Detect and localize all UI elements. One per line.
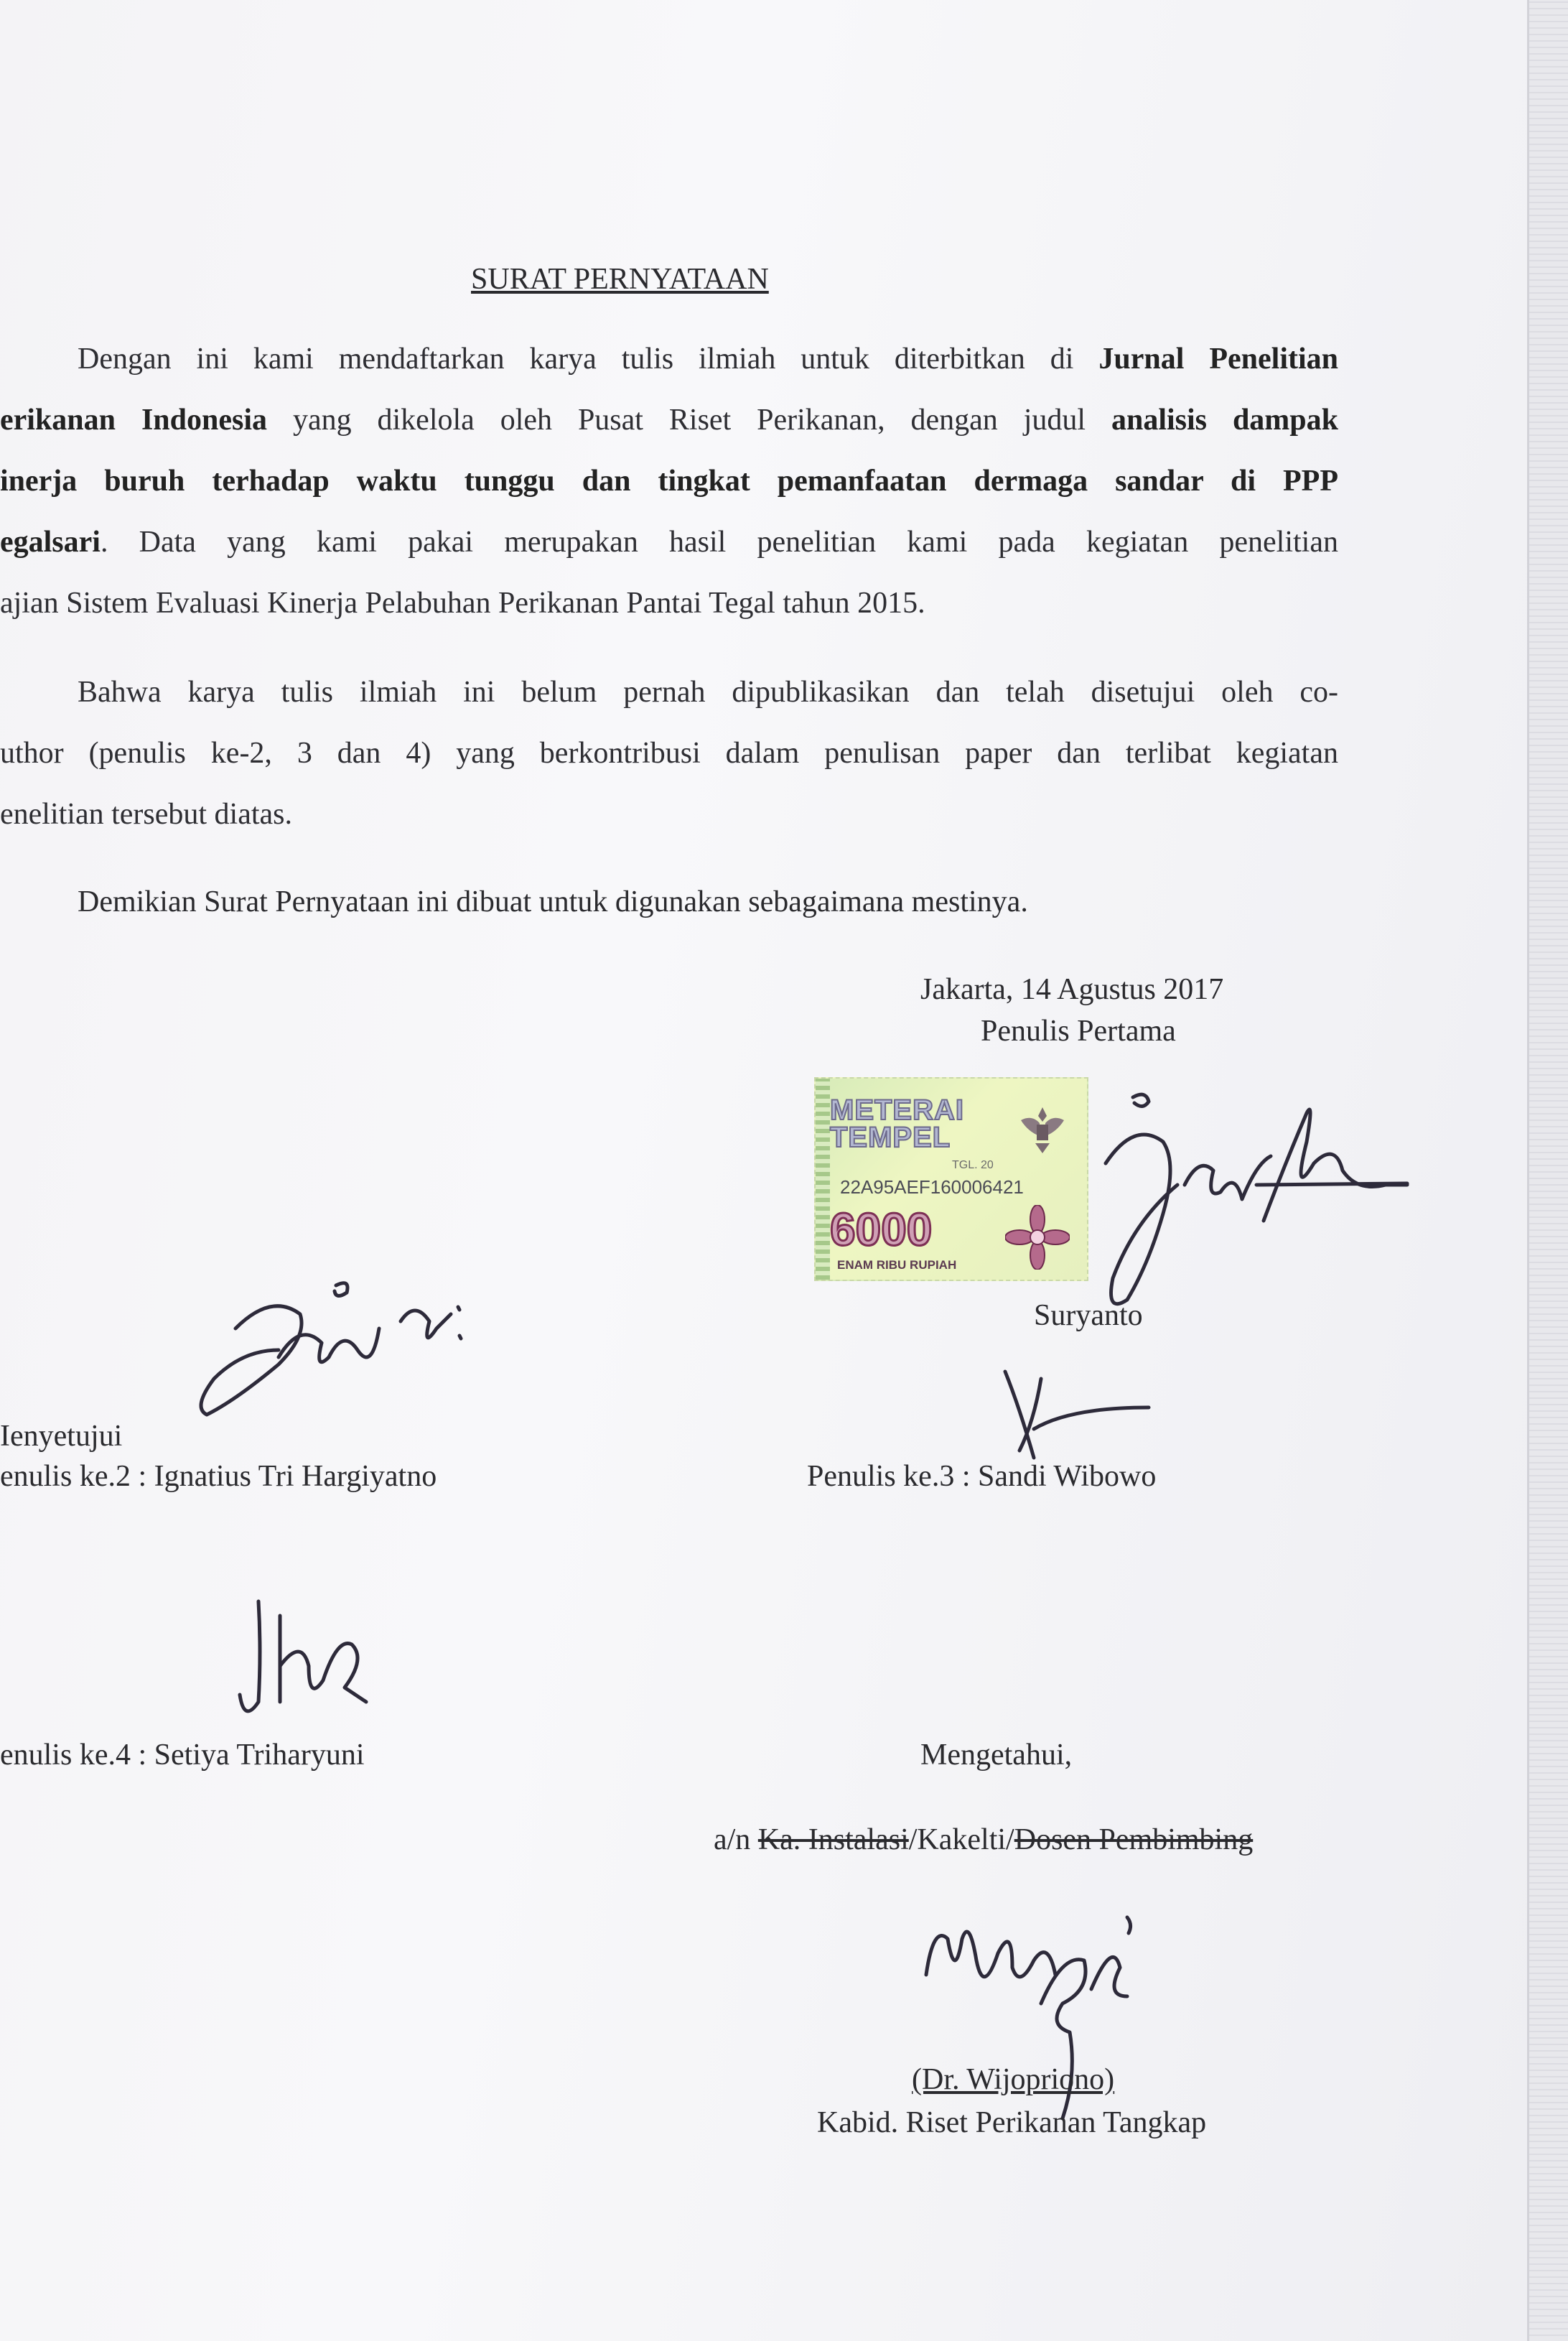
stamp-date-field: TGL. 20 [952,1159,994,1171]
stamp-value-words: ENAM RIBU RUPIAH [837,1258,957,1272]
paper-title-part3: egalsari [0,526,101,559]
stamp-flower-ornament-icon [1005,1205,1070,1270]
p2-line-1: Bahwa karya tulis ilmiah ini belum pernah dipublikasikan dan telah disetujui oleh co- [78,676,1338,709]
official-title: Kabid. Riset Perikanan Tangkap [817,2106,1207,2139]
journal-name-part2: erikanan Indonesia [0,404,268,437]
p1-line-4: egalsari. Data yang kami pakai merupakan hasil penelitian kami pada kegiatan penelitian [0,526,1338,559]
signature-author-4 [230,1594,388,1738]
struck-dosen-pembimbing: Dosen Pembimbing [1014,1823,1254,1856]
garuda-emblem-icon [1014,1100,1071,1158]
paragraph-registration [0,329,1338,634]
approve-label: Ienyetujui [0,1420,123,1453]
p2-line-2: uthor (penulis ke-2, 3 dan 4) yang berkontribusi dalam penulisan paper dan terlibat kegiatan [0,737,1338,770]
p1-line-2: erikanan Indonesia yang dikelola oleh Pusat Riset Perikanan, dengan judul analisis dampak [0,404,1339,437]
acknowledge-label: Mengetahui, [920,1739,1073,1772]
revenue-stamp [814,1077,1088,1281]
signature-author-2 [192,1271,480,1436]
paragraph-closing: Demikian Surat Pernyataan ini dibuat untuk digunakan sebagaimana mestinya. [78,885,1028,918]
stamp-security-stripe [816,1079,830,1280]
signature-first-author [1077,1077,1407,1314]
p1-line-1: Dengan ini kami mendaftarkan karya tulis ilmiah untuk diterbitkan di Jurnal Penelitian [78,343,1339,376]
stamp-text-tempel: TEMPEL [830,1122,951,1153]
on-behalf-of: a/n Ka. Instalasi/Kakelti/Dosen Pembimbing [714,1823,1254,1856]
paper-title-part2: inerja buruh terhadap waktu tunggu dan tingkat pemanfaatan dermaga sandar di PPP [0,465,1338,498]
author-4: enulis ke.4 : Setiya Triharyuni [0,1739,365,1772]
official-name: (Dr. Wijopriono) [912,2063,1115,2096]
p1-line-3 [0,451,1338,512]
p1-line-5: ajian Sistem Evaluasi Kinerja Pelabuhan Perikanan Pantai Tegal tahun 2015. [0,587,925,620]
struck-ka-instalasi: Ka. Instalasi [757,1823,909,1856]
author-3: Penulis ke.3 : Sandi Wibowo [807,1460,1157,1493]
p2-line-3: enelitian tersebut diatas. [0,798,293,831]
stamp-value: 6000 [830,1204,933,1255]
binder-edge [1527,0,1568,2341]
stamp-text-meterai: METERAI [830,1094,964,1126]
paragraph-coauthors [0,662,1338,845]
author-2: enulis ke.2 : Ignatius Tri Hargiyatno [0,1460,437,1493]
paper-title-part1: analisis dampak [1111,404,1339,437]
first-author-name: Suryanto [1034,1299,1143,1332]
stamp-serial-number: 22A95AEF160006421 [840,1176,1024,1198]
journal-name-part1: Jurnal Penelitian [1098,343,1339,376]
first-author-role: Penulis Pertama [981,1015,1176,1048]
document-title: SURAT PERNYATAAN [471,263,769,296]
place-date: Jakarta, 14 Agustus 2017 [920,973,1224,1006]
